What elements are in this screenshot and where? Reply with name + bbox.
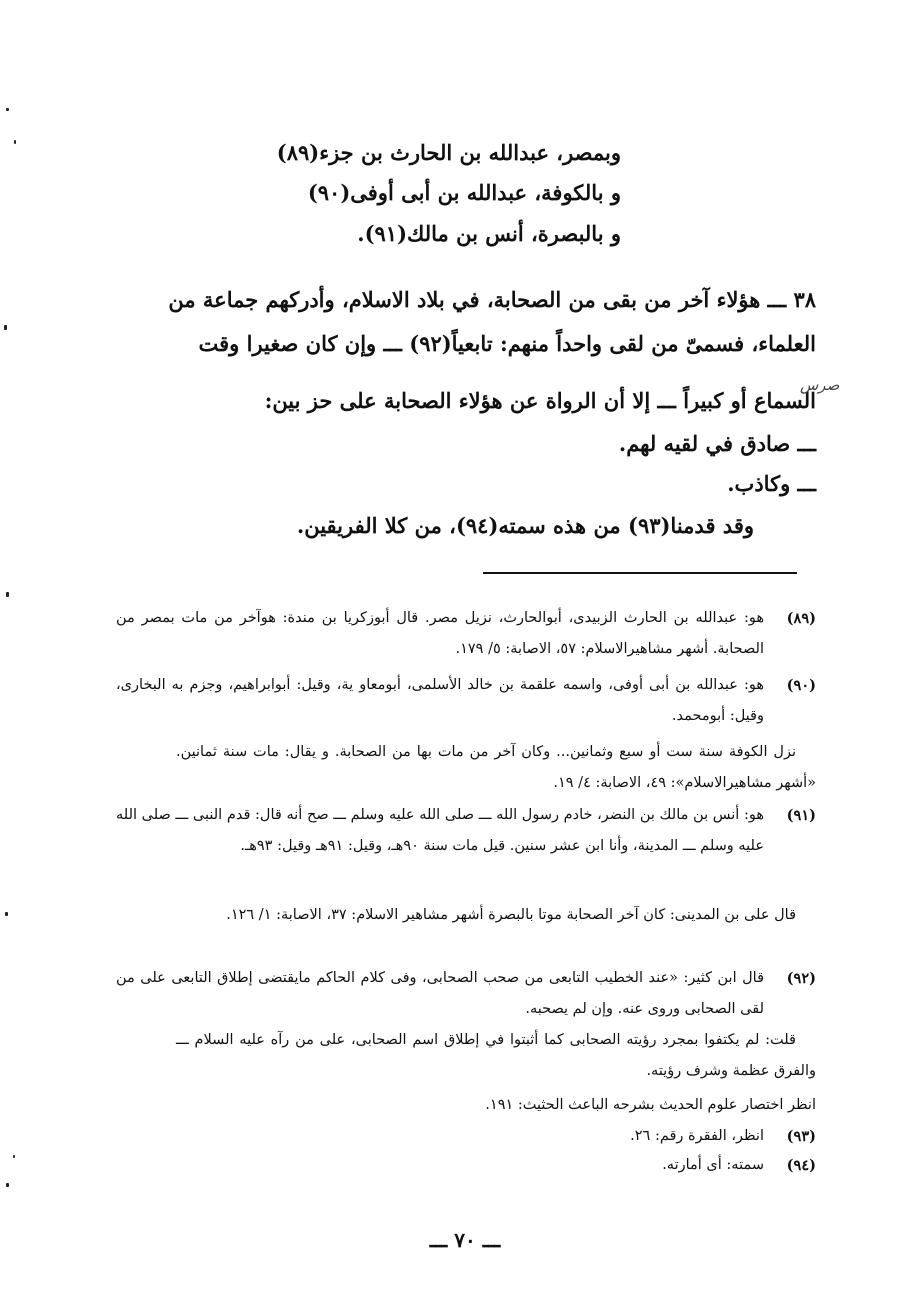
footnote-text: قال ابن كثير: «عند الخطيب التابعى من صحب الصحابى، وفى كلام الحاكم مايقتضى إطلاق التابعى على من لقى الصحابى وروى عنه. وإن لم يصحبه. (116, 970, 764, 1017)
footnote-93 (116, 1121, 816, 1152)
footnote-91-continuation: قال على بن المدينى: كان آخر الصحابة موتا بالبصرة أشهر مشاهير الاسلام: ٣٧، الاصابة: ١/ ١٢٦. (226, 907, 796, 923)
footnote-text: سمته: أى أمارته. (662, 1157, 764, 1173)
closing-line: وقد قدمنا(٩٣) من هذه سمته(٩٤)، من كلا الفريقين. (296, 513, 754, 538)
footnote-number: (٩١) (786, 807, 816, 824)
footnote-92 (116, 963, 816, 1025)
footnote-number: (٩٣) (786, 1128, 816, 1145)
scan-speck (14, 140, 16, 144)
paragraph-38-line-3: السماع أو كبيراً ـــ إلا أن الرواة عن هؤلاء الصحابة على حز بين: (264, 388, 816, 413)
footnote-92-continuation: قلت: لم يكتفوا بمجرد رؤيته الصحابى كما أثبتوا في إطلاق اسم الصحابى، على من رآه عليه السلام ـــ والفرق عظمة وشرف رؤيته. (176, 1032, 816, 1079)
scan-speck (13, 1155, 15, 1158)
footnote-94 (116, 1150, 816, 1181)
footnote-90 (116, 670, 816, 732)
footnote-text: هو: عبدالله بن الحارث الزبيدى، أبوالحارث، نزيل مصر. قال أبوزكريا بن مندة: هوآخر من مات بمصر من الصحابة. أشهر مشاهيرالاسلام: ٥٧، الاصابة: ٥/ ١٧٩. (116, 610, 764, 657)
bullet-liar: ـــ وكاذب. (727, 471, 816, 496)
paragraph-number: ٣٨ ـــ (767, 287, 816, 312)
footnote-number: (٨٩) (786, 610, 816, 627)
scan-speck (6, 1183, 9, 1187)
scan-speck (6, 592, 9, 597)
footnote-number: (٩٤) (786, 1157, 816, 1174)
text-line-egypt: وبمصر، عبدالله بن الحارث بن جزء(٨٩) (276, 140, 621, 165)
footnote-92-reference: انظر اختصار علوم الحديث بشرحه الباعث الحثيث: ١٩١. (485, 1097, 816, 1113)
footnote-number: (٩٢) (786, 970, 816, 987)
paragraph-38-line-1 (116, 287, 816, 312)
footnote-90-continuation: نزل الكوفة سنة ست أو سبع وثمانين... وكان آخر من مات بها من الصحابة. و يقال: مات سنة ثمانين. «أشهر مشاهيرالاسلام»: ٤٩، الاصابة: ٤/ ١٩. (176, 744, 816, 791)
text-line-basra: و بالبصرة، أنس بن مالك(٩١). (357, 221, 621, 246)
scan-speck (6, 108, 9, 111)
footnote-text: هو: عبدالله بن أبى أوفى، واسمه علقمة بن خالد الأسلمى، أبومعاو ية، وقيل: أبوابراهيم، وجزم به البخارى، وقيل: أبومحمد. (116, 677, 764, 724)
text-line-kufa: و بالكوفة، عبدالله بن أبى أوفى(٩٠) (307, 180, 621, 205)
handwritten-margin-note: صرس (800, 376, 840, 394)
bullet-truthful: ـــ صادق في لقيه لهم. (618, 431, 816, 456)
footnote-89 (116, 603, 816, 665)
paragraph-38-line-2: العلماء، فسمىّ من لقى واحداً منهم: تابعياً(٩٢) ـــ وإن كان صغيرا وقت (198, 331, 816, 356)
scan-speck (4, 325, 7, 330)
page-number: ـــ ٧٠ ـــ (429, 1228, 501, 1252)
scan-speck (5, 912, 8, 916)
footnote-text: انظر، الفقرة رقم: ٢٦. (630, 1128, 764, 1144)
footnote-text: هو: أنس بن مالك بن النضر، خادم رسول الله ـــ صلى الله عليه وسلم ـــ صح أنه قال: قدم النبى ـــ صلى الله عليه وسلم ـــ المدينة، وأنا ابن عشر سنين. قيل مات سنة ٩٠هـ، وقيل: ٩١هـ وقيل: ٩٣هـ. (116, 807, 764, 854)
footnote-91 (116, 800, 816, 862)
paragraph-38-text-1: هؤلاء آخر من بقى من الصحابة، في بلاد الاسلام، وأدركهم جماعة من (168, 287, 761, 312)
footnote-divider (483, 572, 797, 574)
footnote-number: (٩٠) (786, 677, 816, 694)
